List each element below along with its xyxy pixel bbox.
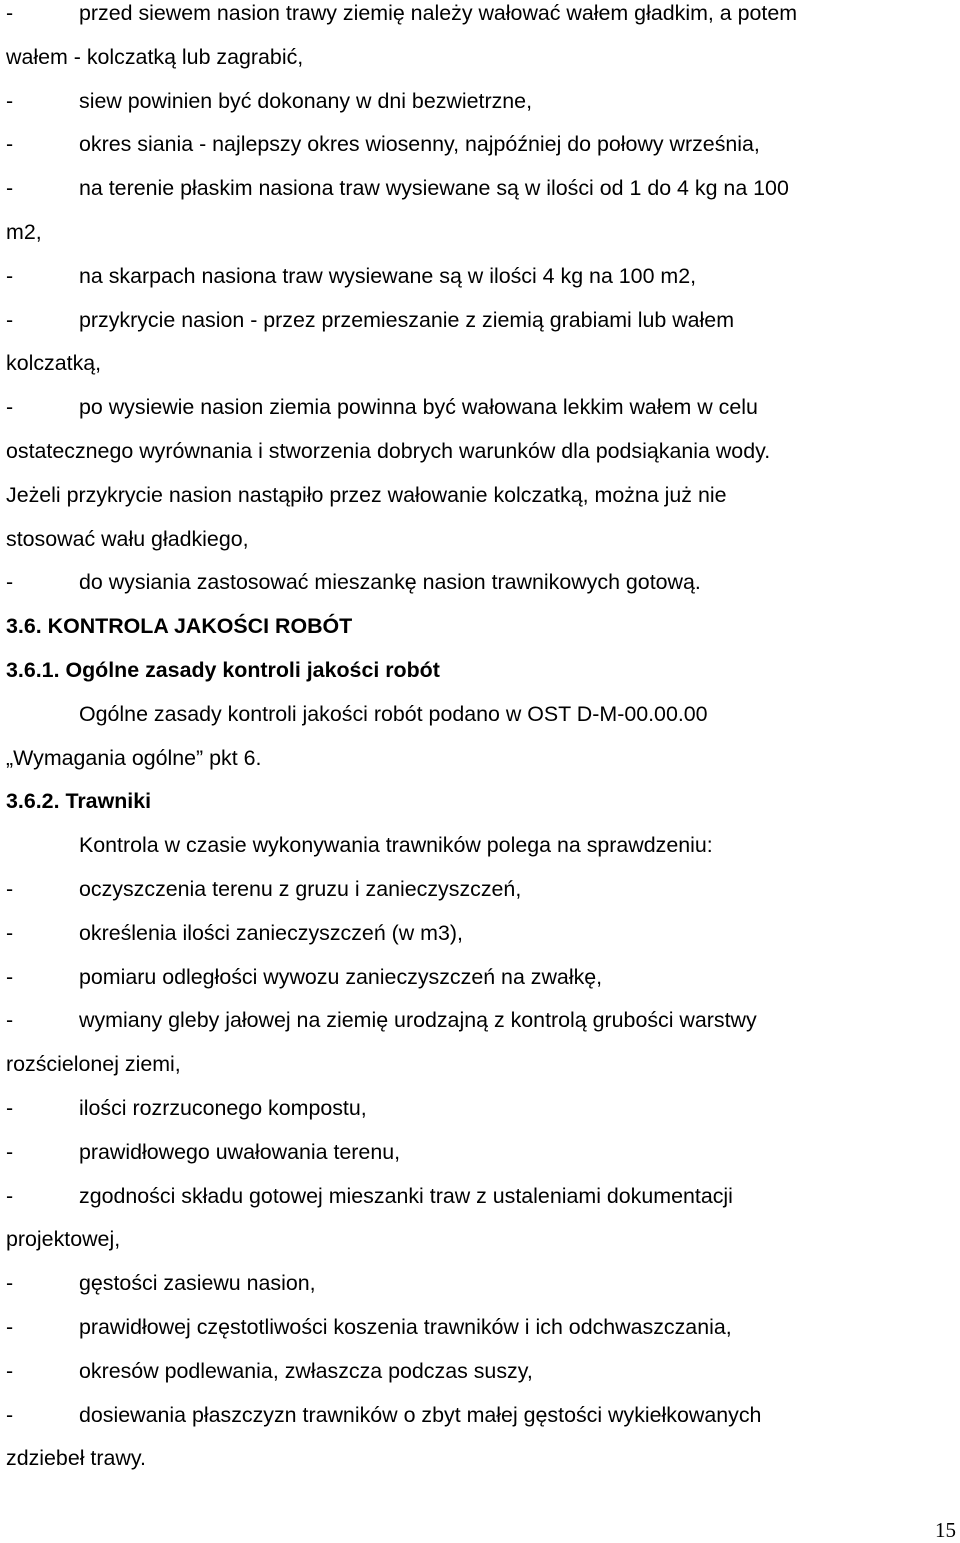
bullet-text: na terenie płaskim nasiona traw wysiewane są w ilości od 1 do 4 kg na 100 [79, 176, 789, 201]
bullet-dash: - [6, 1, 14, 25]
bullet-text: wymiany gleby jałowej na ziemię urodzajną z kontrolą grubości warstwy [79, 1008, 757, 1033]
bullet-text: prawidłowej częstotliwości koszenia trawników i ich odchwaszczania, [79, 1315, 732, 1339]
text-line: projektowej, [6, 1227, 121, 1252]
bullet-text: oczyszczenia terenu z gruzu i zanieczyszczeń, [79, 877, 522, 901]
bullet-text: dosiewania płaszczyzn trawników o zbyt małej gęstości wykiełkowanych [79, 1402, 762, 1427]
text-line: stosować wału gładkiego, [6, 526, 249, 551]
bullet-text: prawidłowego uwałowania terenu, [79, 1139, 401, 1164]
bullet-dash: - [6, 176, 14, 201]
page-number: 15 [935, 1518, 956, 1542]
text-line: „Wymagania ogólne” pkt 6. [6, 745, 262, 770]
bullet-dash: - [6, 88, 14, 113]
bullet-dash: - [6, 1358, 14, 1383]
bullet-dash: - [6, 570, 14, 595]
bullet-dash: - [6, 877, 14, 901]
bullet-dash: - [6, 395, 14, 420]
bullet-text: okresów podlewania, zwłaszcza podczas suszy, [79, 1358, 533, 1383]
bullet-dash: - [6, 307, 14, 332]
text-line: m2, [6, 220, 42, 244]
bullet-text: ilości rozrzuconego kompostu, [79, 1096, 367, 1120]
bullet-dash: - [6, 1096, 14, 1120]
bullet-dash: - [6, 132, 14, 157]
bullet-text: gęstości zasiewu nasion, [79, 1271, 316, 1296]
bullet-dash: - [6, 1008, 14, 1033]
bullet-text: na skarpach nasiona traw wysiewane są w ilości 4 kg na 100 m2, [79, 263, 697, 288]
bullet-text: określenia ilości zanieczyszczeń (w m3), [79, 920, 463, 945]
bullet-text: po wysiewie nasion ziemia powinna być wałowana lekkim wałem w celu [79, 395, 758, 420]
bullet-dash: - [6, 1271, 14, 1296]
bullet-text: siew powinien być dokonany w dni bezwietrzne, [79, 88, 533, 113]
text-line: ostatecznego wyrównania i stworzenia dobrych warunków dla podsiąkania wody. [6, 439, 771, 463]
text-line: wałem - kolczatką lub zagrabić, [6, 44, 304, 69]
text-line: zdziebeł trawy. [6, 1446, 146, 1471]
bullet-dash: - [6, 964, 14, 989]
text-line: Ogólne zasady kontroli jakości robót podano w OST D-M-00.00.00 [79, 701, 708, 726]
text-line: rozścielonej ziemi, [6, 1052, 181, 1077]
bullet-text: przed siewem nasion trawy ziemię należy wałować wałem gładkim, a potem [79, 1, 798, 25]
bullet-text: do wysiania zastosować mieszankę nasion trawnikowych gotową. [79, 570, 701, 595]
bullet-dash: - [6, 1315, 14, 1339]
bullet-dash: - [6, 1183, 14, 1208]
bullet-text: okres siania - najlepszy okres wiosenny, najpóźniej do połowy września, [79, 132, 760, 157]
bullet-text: pomiaru odległości wywozu zanieczyszczeń na zwałkę, [79, 964, 603, 989]
bullet-dash: - [6, 1402, 14, 1427]
section-heading: 3.6.1. Ogólne zasady kontroli jakości robót [6, 658, 440, 682]
bullet-text: zgodności składu gotowej mieszanki traw z ustaleniami dokumentacji [79, 1183, 733, 1208]
section-heading: 3.6. KONTROLA JAKOŚCI ROBÓT [6, 614, 353, 639]
bullet-dash: - [6, 263, 14, 288]
bullet-dash: - [6, 1139, 14, 1164]
text-line: kolczatką, [6, 351, 102, 376]
section-heading: 3.6.2. Trawniki [6, 789, 152, 814]
text-line: Jeżeli przykrycie nasion nastąpiło przez wałowanie kolczatką, można już nie [6, 482, 727, 507]
bullet-dash: - [6, 920, 14, 945]
text-line: Kontrola w czasie wykonywania trawników polega na sprawdzeniu: [79, 833, 713, 858]
bullet-text: przykrycie nasion - przez przemieszanie z ziemią grabiami lub wałem [79, 307, 735, 332]
